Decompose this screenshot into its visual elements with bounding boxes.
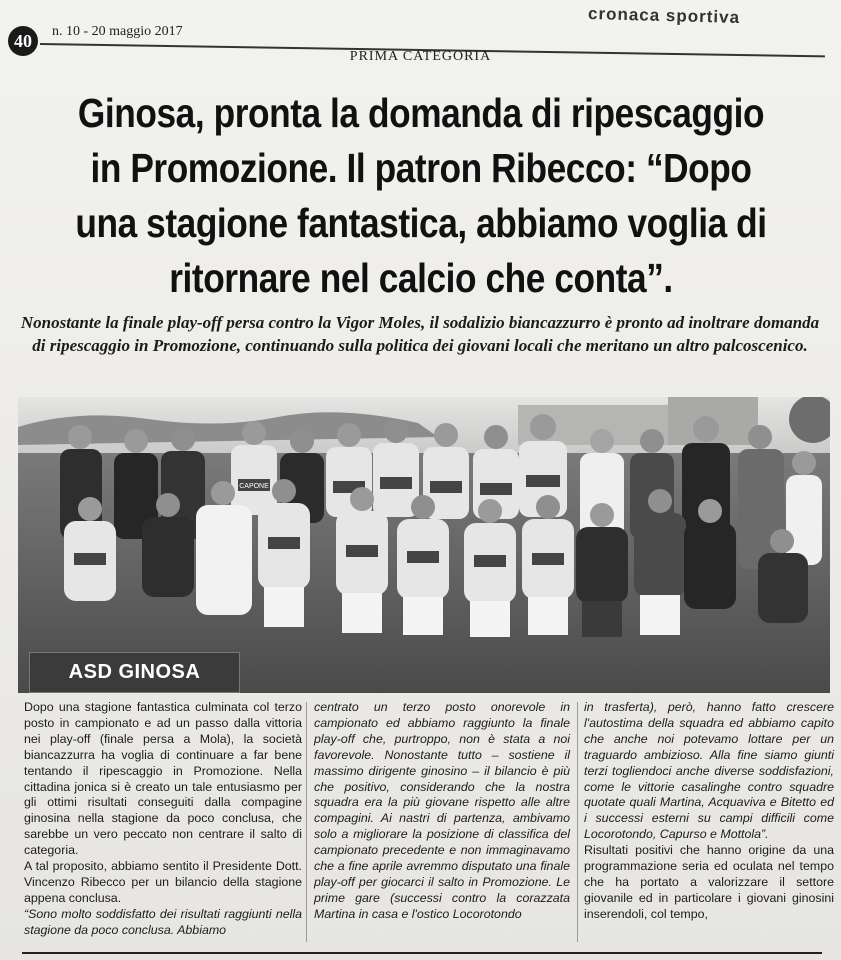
quote-paragraph: “Sono molto soddisfatto dei risultati raggiunti nella stagione da poco conclusa. Abbiamo (24, 906, 302, 937)
paragraph: Dopo una stagione fantastica culminata col terzo posto in campionato e ad un passo dalla vittoria nei play-off (finale persa a Mola), la società biancazzurra ha voglia di continuare a far bene tentando il ripescaggio in Promozione. Nella cittadina jonica si è creato un tale entusiasmo per gli ottimi risultati conseguiti dalla compagine ginosina nella stagione da poco conclusa, che sarebbe un vero peccato non centrare il salto di categoria. (24, 700, 302, 858)
team-photo-illustration (18, 397, 830, 693)
page-number: 40 (8, 26, 38, 56)
headline-line: ritornare nel calcio che conta”. (169, 255, 673, 301)
article-column-2 (314, 700, 570, 923)
section-title: cronaca sportiva (587, 4, 741, 27)
article-column-3 (584, 700, 834, 923)
issue-date: n. 10 - 20 maggio 2017 (52, 24, 183, 39)
column-divider (577, 702, 578, 942)
headline-line: in Promozione. Il patron Ribecco: “Dopo (90, 145, 752, 191)
headline (73, 86, 770, 306)
quote-paragraph: in trasferta), però, hanno fatto crescere l'autostima della squadra ed abbiamo capito che anche noi potevamo lottare per un traguardo ambizioso. Alla fine siamo giunti terzi togliendoci anche diverse soddisfazioni, come le vittorie casalinghe contro squadre quotate quali Martina, Acquaviva e Bitetto ed i successi esterni su campi difficili come Locorotondo, Capurso e Mottola”. (584, 700, 834, 842)
footer-rule (22, 952, 822, 954)
column-divider (306, 702, 307, 942)
team-photo (18, 397, 830, 693)
subheadline: Nonostante la finale play-off persa contro la Vigor Moles, il sodalizio biancazzurro è pronto ad inoltrare domanda di ripescaggio in Promozione, continuando sulla politica dei giovani locali che meritano un altro palcoscenico. (20, 313, 820, 355)
article-column-1 (24, 700, 302, 939)
photo-caption: ASD GINOSA (29, 652, 240, 693)
sponsor-logo: CAPONE (239, 483, 269, 490)
category-label: PRIMA CATEGORIA (349, 49, 492, 64)
headline-line: Ginosa, pronta la domanda di ripescaggio (77, 90, 765, 136)
paragraph: A tal proposito, abbiamo sentito il Presidente Dott. Vincenzo Ribecco per un bilancio della stagione appena conclusa. (24, 859, 302, 905)
paragraph: Risultati positivi che hanno origine da una programmazione seria ed oculata nel tempo che ha portato a valorizzare il settore giovanile ed in particolare i giovani ginosini inserendoli, col tempo, (584, 843, 834, 921)
quote-paragraph: centrato un terzo posto onorevole in campionato ed abbiamo raggiunto la finale play-off che, purtroppo, non è stata a noi favorevole. Nonostante tutto – sostiene il massimo dirigente ginosino – il bilancio è più che positivo, considerando che la nostra squadra era la più giovane rispetto alle altre compagini. Ai nastri di partenza, ambivamo solo a migliorare la posizione di classifica del campionato precedente e non immaginavamo che a fine aprile avremmo disputato una finale play-off per giocarci il salto in Promozione. Le prime gare (successi contro la corazzata Martina in casa e l'ostico Locorotondo (314, 700, 570, 921)
headline-line: una stagione fantastica, abbiamo voglia di (75, 200, 767, 246)
